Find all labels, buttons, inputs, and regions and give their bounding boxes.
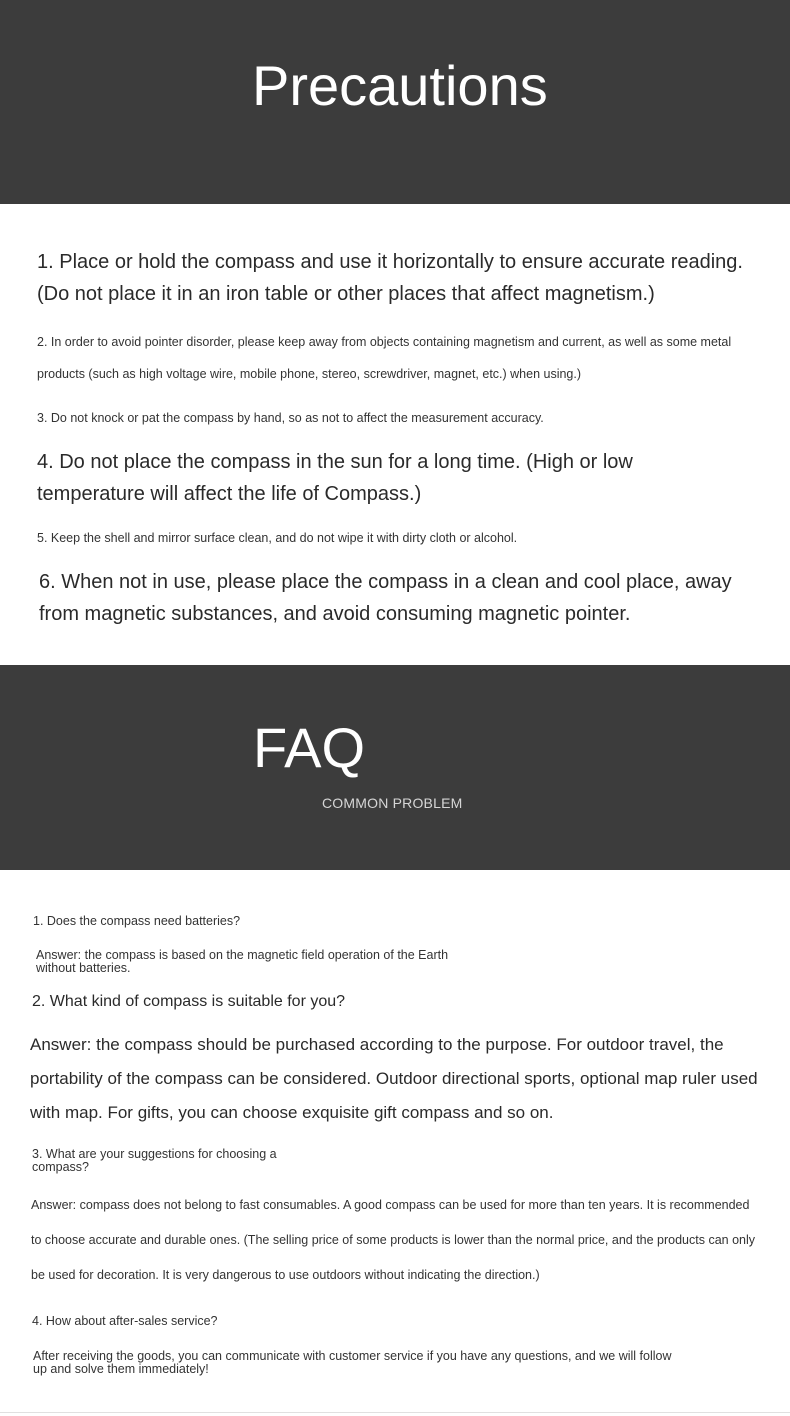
precaution-item-5: 5. Keep the shell and mirror surface clean, and do not wipe it with dirty cloth or alcohol. (37, 531, 518, 545)
faq-question-3: 3. What are your suggestions for choosing a compass? (32, 1147, 277, 1174)
faq-answer-4: After receiving the goods, you can communicate with customer service if you have any questions, and we will follow up and solve them immediately! (33, 1349, 672, 1376)
precautions-banner (0, 0, 790, 204)
faq-banner (0, 665, 790, 870)
faq-title: FAQ (253, 716, 366, 779)
precautions-title: Precautions (252, 54, 548, 117)
faq-subtitle: COMMON PROBLEM (322, 795, 463, 811)
precautions-list (0, 204, 790, 665)
precaution-item-4: 4. Do not place the compass in the sun for a long time. (High or low temperature will affect the life of Compass.) (37, 451, 633, 505)
faq-question-1: 1. Does the compass need batteries? (33, 914, 241, 928)
precaution-item-1: 1. Place or hold the compass and use it horizontally to ensure accurate reading. (Do not place it in an iron table or other places that affect magnetism.) (37, 251, 743, 305)
faq-list (0, 870, 790, 1416)
faq-question-2: 2. What kind of compass is suitable for you? (32, 993, 346, 1010)
precaution-item-6: 6. When not in use, please place the compass in a clean and cool place, away from magnetic substances, and avoid consuming magnetic pointer. (39, 571, 732, 625)
faq-answer-1: Answer: the compass is based on the magnetic field operation of the Earth without batteries. (36, 948, 449, 975)
faq-answer-3: Answer: compass does not belong to fast consumables. A good compass can be used for more than ten years. It is recommended to choose accurate and durable ones. (The selling price of some products is lower than the normal price, and the products can only be used for decoration. It is very dangerous to use outdoors without indicating the direction.) (31, 1198, 756, 1282)
faq-question-4: 4. How about after-sales service? (32, 1314, 218, 1328)
precaution-item-2: 2. In order to avoid pointer disorder, please keep away from objects containing magnetism and current, as well as some metal products (such as high voltage wire, mobile phone, stereo, screwdriver, magnet, etc.) when using.) (37, 335, 732, 381)
bottom-divider (0, 1412, 790, 1413)
faq-answer-2: Answer: the compass should be purchased according to the purpose. For outdoor travel, the portability of the compass can be considered. Outdoor directional sports, optional map ruler used with map. For gifts, you can choose exquisite gift compass and so on. (30, 1035, 758, 1122)
precaution-item-3: 3. Do not knock or pat the compass by hand, so as not to affect the measurement accuracy. (37, 411, 544, 425)
